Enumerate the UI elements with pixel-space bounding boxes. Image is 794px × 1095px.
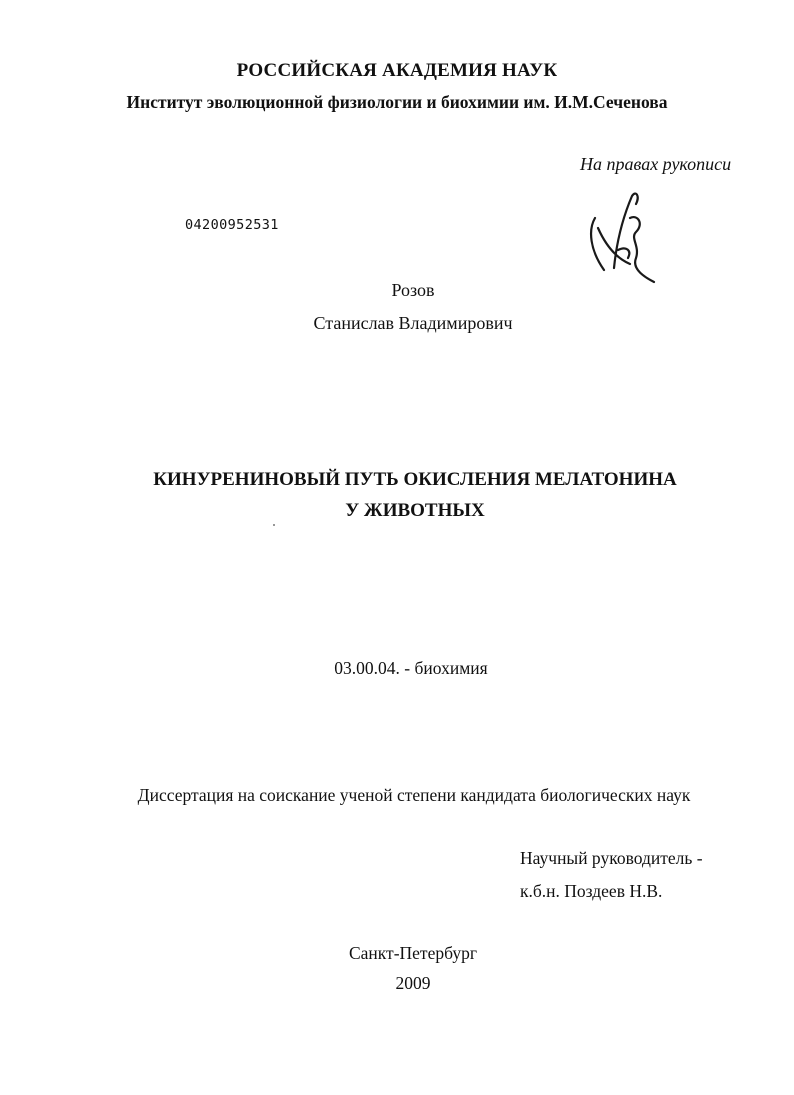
specialty-code: 03.00.04. - биохимия — [334, 658, 488, 678]
dissertation-title-line2: У ЖИВОТНЫХ — [345, 500, 485, 521]
advisor-name: к.б.н. Поздеев Н.В. — [520, 881, 663, 901]
manuscript-note: На правах рукописи — [580, 154, 732, 174]
dissertation-title-line1: КИНУРЕНИНОВЫЙ ПУТЬ ОКИСЛЕНИЯ МЕЛАТОНИНА — [153, 469, 677, 490]
author-given-names: Станислав Владимирович — [313, 313, 513, 333]
city: Санкт-Петербург — [348, 943, 478, 963]
scan-speck — [273, 524, 275, 526]
year: 2009 — [395, 973, 431, 993]
degree-statement: Диссертация на соискание ученой степени кандидата биологических наук — [137, 785, 691, 805]
academy-name: РОССИЙСКАЯ АКАДЕМИЯ НАУК — [236, 60, 558, 81]
registry-number: 04200952531 — [185, 217, 279, 233]
handwritten-signature — [580, 188, 660, 288]
institute-name: Институт эволюционной физиологии и биохимии им. И.М.Сеченова — [126, 92, 668, 112]
advisor-label: Научный руководитель - — [520, 848, 703, 868]
author-surname: Розов — [391, 280, 435, 300]
